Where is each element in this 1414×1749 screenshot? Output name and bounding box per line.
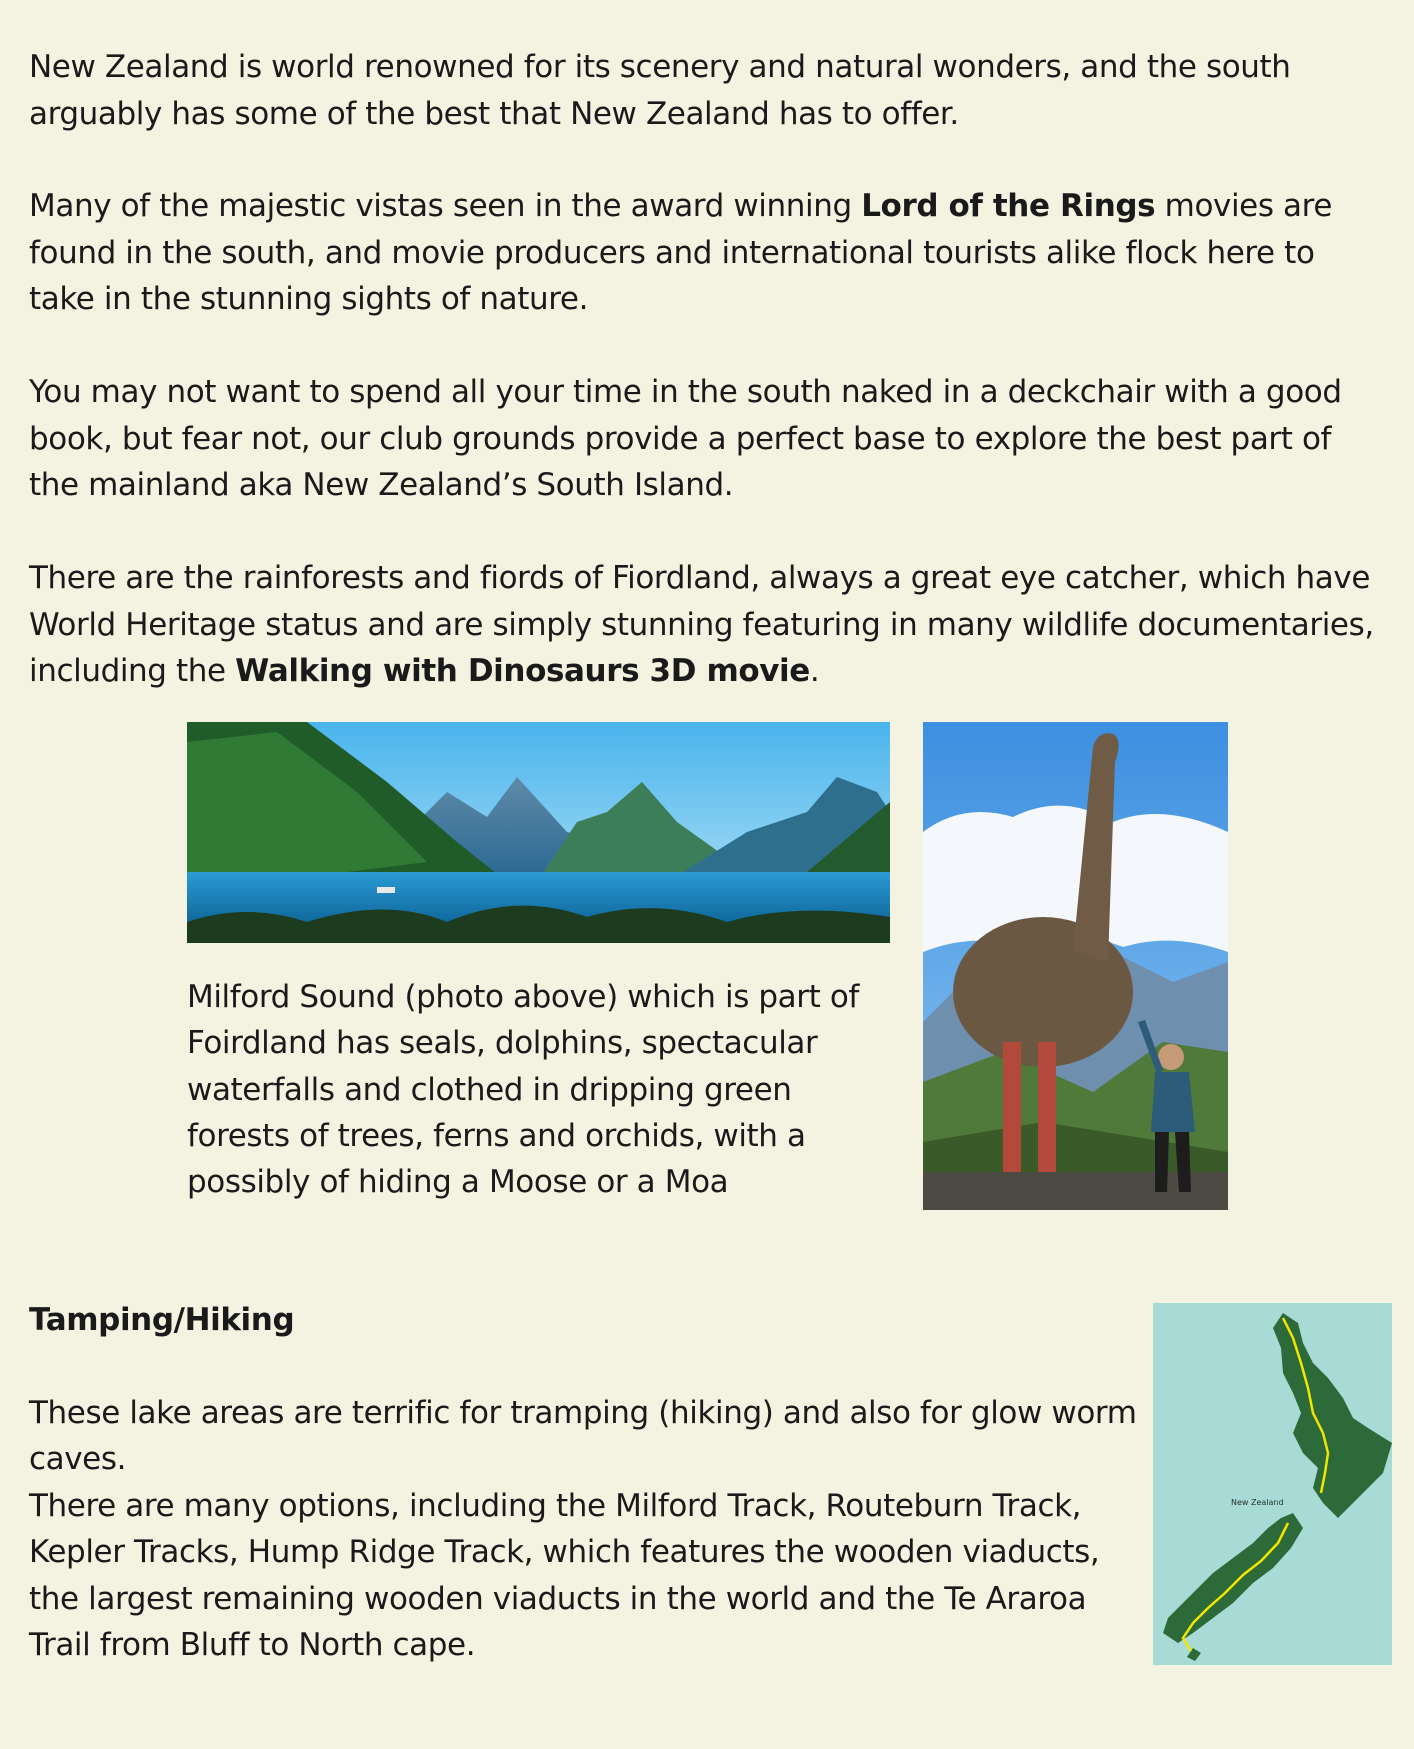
map-label: New Zealand — [1231, 1498, 1284, 1507]
fiordland-paragraph-start: There are the rainforests and fiords of Fiordland, always a great eye catcher, which have World Heritage status and are simply stunning featuring in many wildlife documentaries, including the — [29, 560, 1374, 689]
dinosaurs-title: Walking with Dinosaurs 3D movie — [235, 653, 810, 689]
intro-paragraph: New Zealand is world renowned for its scenery and natural wonders, and the south arguably has some of the best that New Zealand has to offer. — [29, 49, 1291, 132]
lotr-title: Lord of the Rings — [861, 188, 1156, 224]
tramping-paragraph: These lake areas are terrific for tramping (hiking) and also for glow worm caves. — [29, 1395, 1137, 1478]
te-araroa-map — [1153, 1303, 1392, 1665]
milford-caption: Milford Sound (photo above) which is part of Foirdland has seals, dolphins, spectacular waterfalls and clothed in dripping green forests of trees, ferns and orchids, with a possibly of hiding a Moose or a Moa — [187, 979, 859, 1201]
section-heading: Tamping/Hiking — [29, 1302, 295, 1338]
lotr-paragraph — [29, 183, 1389, 323]
lotr-paragraph-end: movies are found in the south, and movie producers and international tourists alike flock here to take in the stunning sights of nature. — [29, 188, 1332, 317]
milford-sound-photo — [187, 722, 890, 943]
moa-statue-photo — [923, 722, 1228, 1210]
fiordland-paragraph — [29, 555, 1389, 695]
lotr-paragraph-start: Many of the majestic vistas seen in the award winning — [29, 188, 862, 224]
fiordland-paragraph-end: . — [809, 653, 820, 689]
club-grounds-paragraph: You may not want to spend all your time in the south naked in a deckchair with a good book, but fear not, our club grounds provide a perfect base to explore the best part of the mainland aka New Zealand’s South Island. — [29, 374, 1342, 503]
tracks-paragraph: There are many options, including the Milford Track, Routeburn Track, Kepler Tracks, Hump Ridge Track, which features the wooden viaducts, the largest remaining wooden viaducts in the world and the Te Araroa Trail from Bluff to North cape. — [29, 1488, 1100, 1663]
